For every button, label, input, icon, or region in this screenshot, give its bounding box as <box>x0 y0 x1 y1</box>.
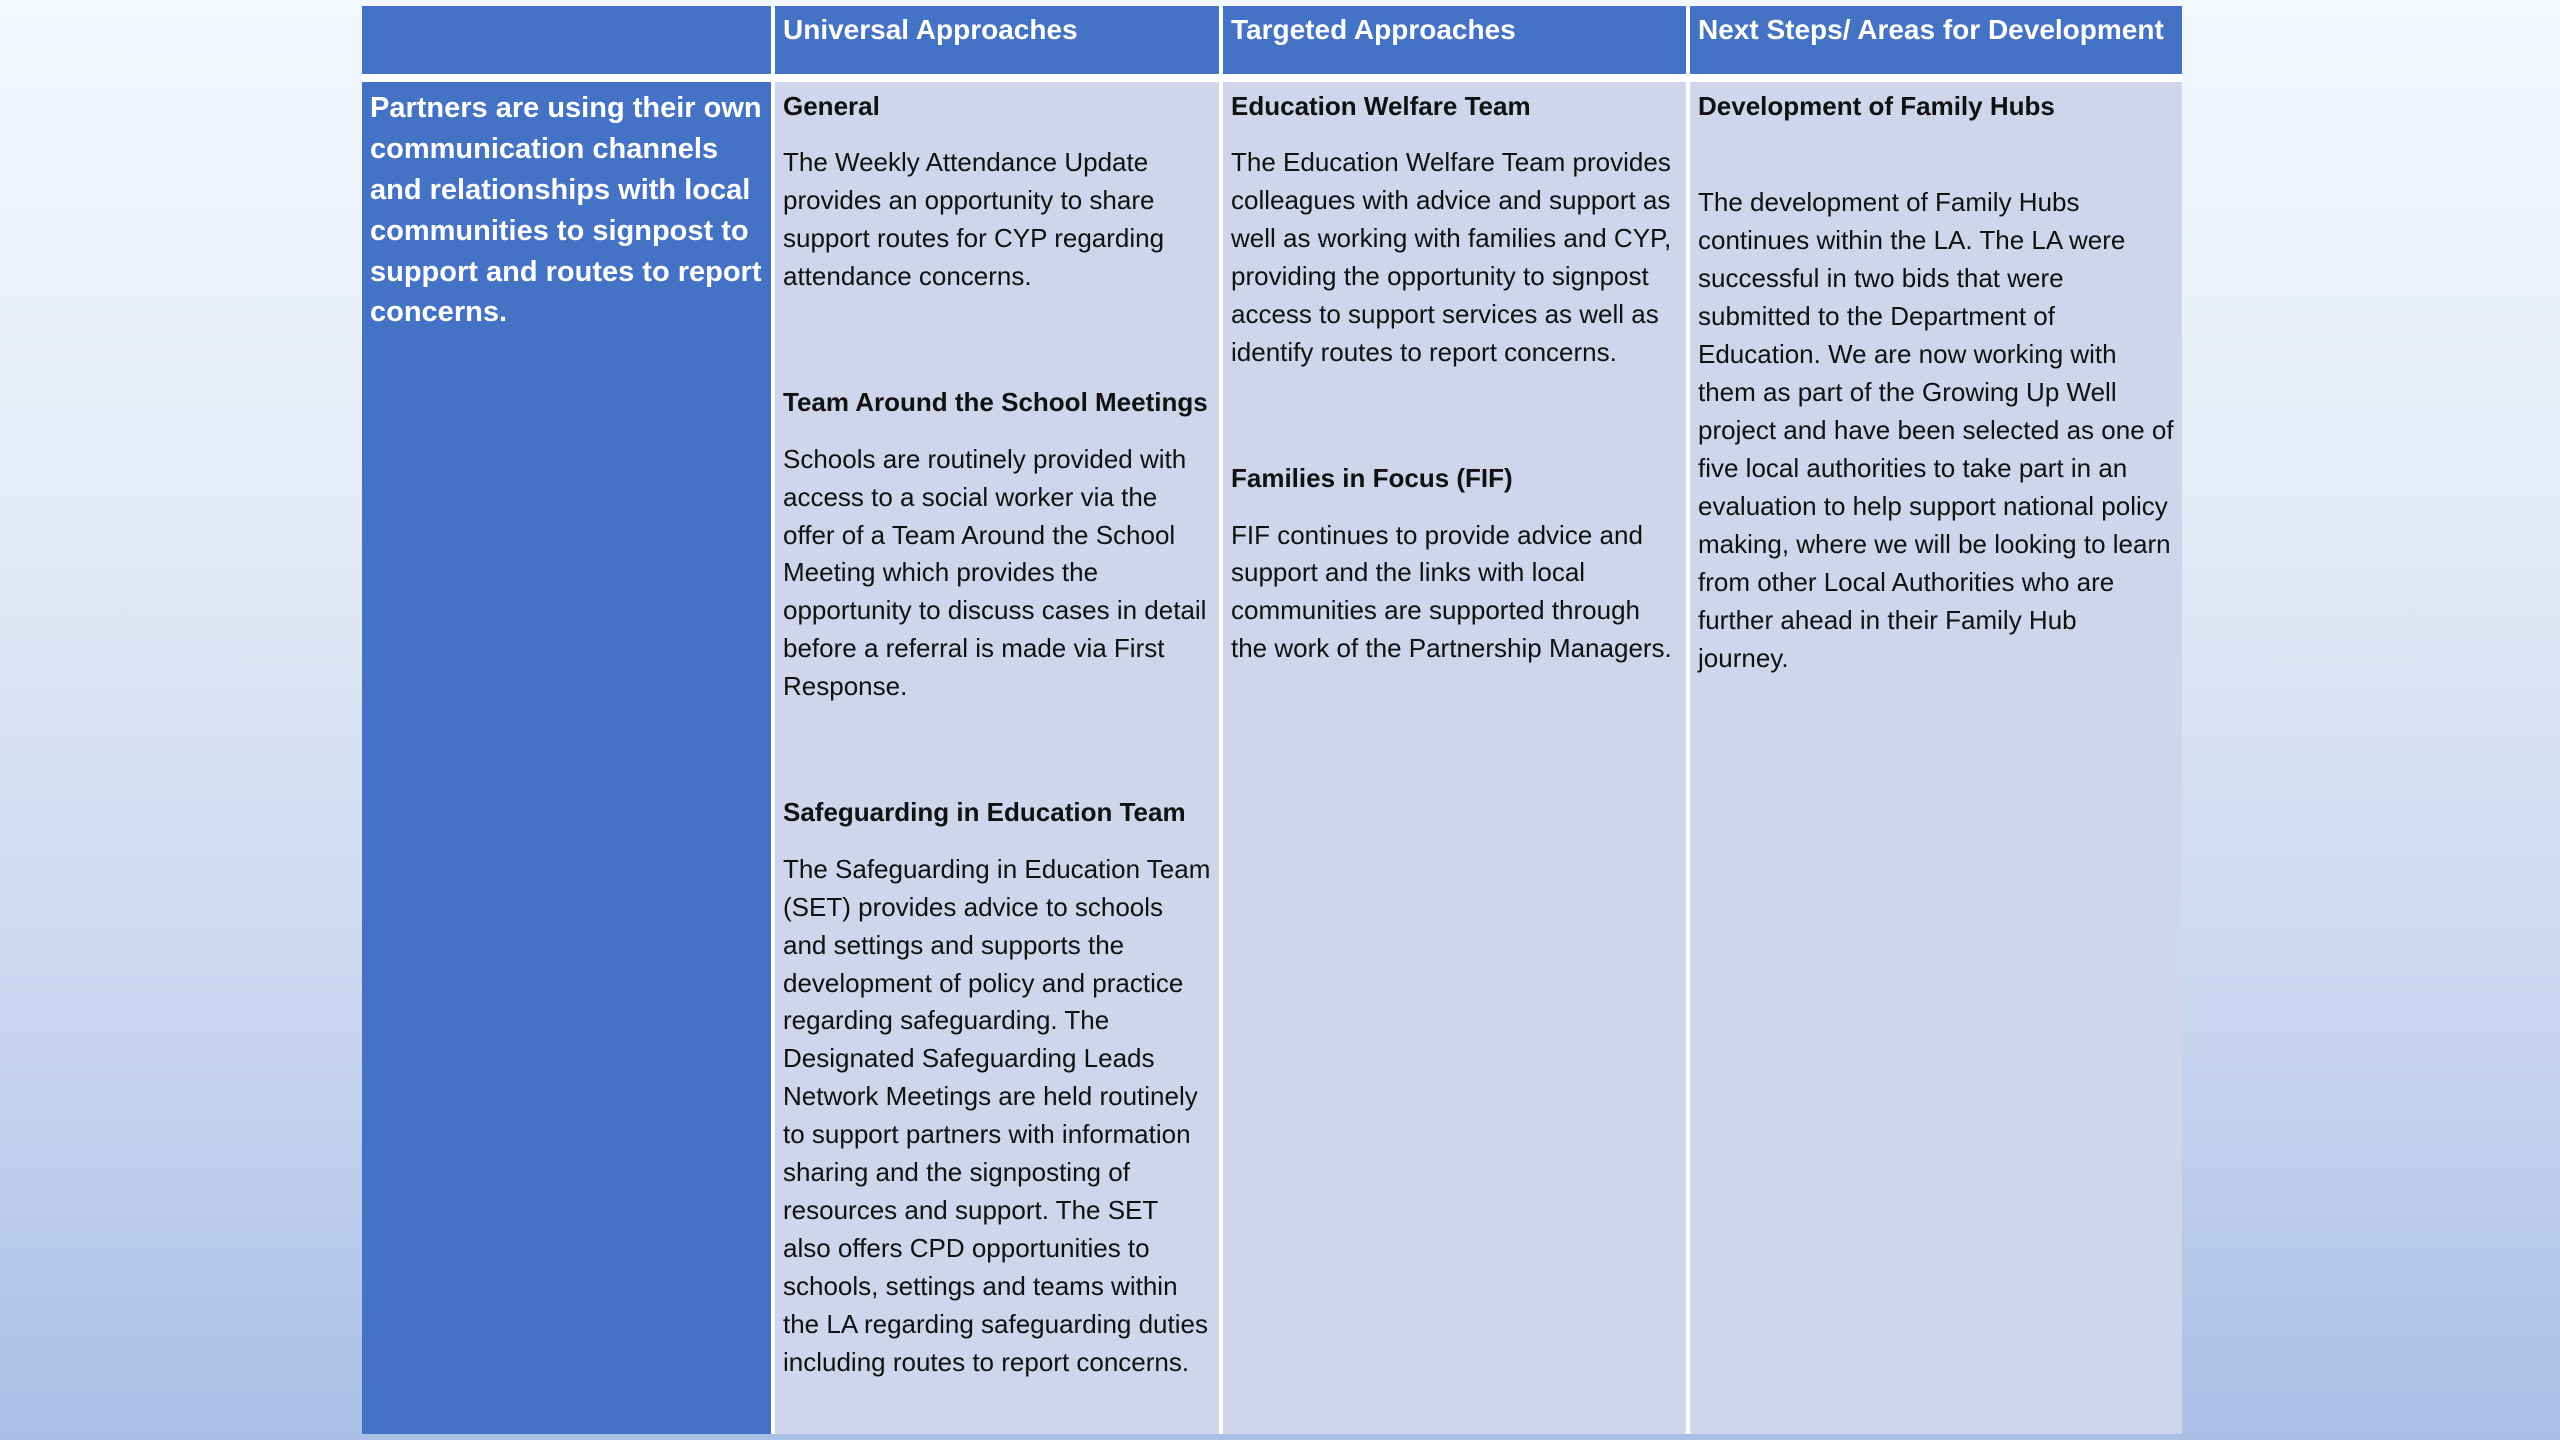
next-steps-cell <box>1690 82 2182 1434</box>
universal-section-general <box>783 88 1211 296</box>
universal-section-safeguarding <box>783 794 1211 1382</box>
section-text: The development of Family Hubs continues within the LA. The LA were successful in two bids that were submitted to the Department of Education. We are now working with them as part of the Growing Up Well project and have been selected as one of five local authorities to take part in an evaluation to help support national policy making, where we will be looking to learn from other Local Authorities who are further ahead in their Family Hub journey. <box>1698 187 2174 673</box>
header-universal-approaches: Universal Approaches <box>775 6 1223 82</box>
approaches-table <box>362 6 2182 1434</box>
section-title: Development of Family Hubs <box>1698 91 2055 121</box>
next-steps-section-family-hubs <box>1698 88 2174 678</box>
section-text: The Weekly Attendance Update provides an opportunity to share support routes for CYP regarding attendance concerns. <box>783 147 1165 292</box>
targeted-section-education-welfare <box>1231 88 1678 372</box>
targeted-approaches-cell <box>1223 82 1690 1434</box>
section-text: The Education Welfare Team provides colleagues with advice and support as well as working with families and CYP, providing the opportunity to signpost access to support services as well as identify routes to report concerns. <box>1231 147 1672 368</box>
table-header-row <box>362 6 2182 82</box>
universal-approaches-cell <box>775 82 1223 1434</box>
header-empty-cell <box>362 6 775 82</box>
section-title: General <box>783 91 880 121</box>
section-title: Families in Focus (FIF) <box>1231 463 1513 494</box>
section-text: Schools are routinely provided with access to a social worker via the offer of a Team Around the School Meeting which provides the opportunity to discuss cases in detail before a referral is made via First Response. <box>783 443 1207 702</box>
universal-section-team-around-school <box>783 384 1211 706</box>
header-next-steps: Next Steps/ Areas for Development <box>1690 6 2182 82</box>
section-text: The Safeguarding in Education Team (SET) provides advice to schools and settings and supports the development of policy and practice regarding safeguarding. The Designated Safeguarding Leads Network Meetings are held routinely to support partners with information sharing and the signposting of resources and support. The SET also offers CPD opportunities to schools, settings and teams within the LA regarding safeguarding duties including routes to report concerns. <box>783 853 1211 1378</box>
section-text: FIF continues to provide advice and support and the links with local communities are supported through the work of the Partnership Managers. <box>1231 519 1672 664</box>
table-row <box>362 82 2182 1434</box>
section-title: Education Welfare Team <box>1231 91 1531 121</box>
header-targeted-approaches: Targeted Approaches <box>1223 6 1690 82</box>
row-header-partners: Partners are using their own communication channels and relationships with local communities to signpost to support and routes to report concerns. <box>362 82 775 1434</box>
section-title: Team Around the School Meetings <box>783 387 1208 418</box>
section-title: Safeguarding in Education Team <box>783 797 1186 828</box>
targeted-section-families-in-focus <box>1231 460 1678 668</box>
